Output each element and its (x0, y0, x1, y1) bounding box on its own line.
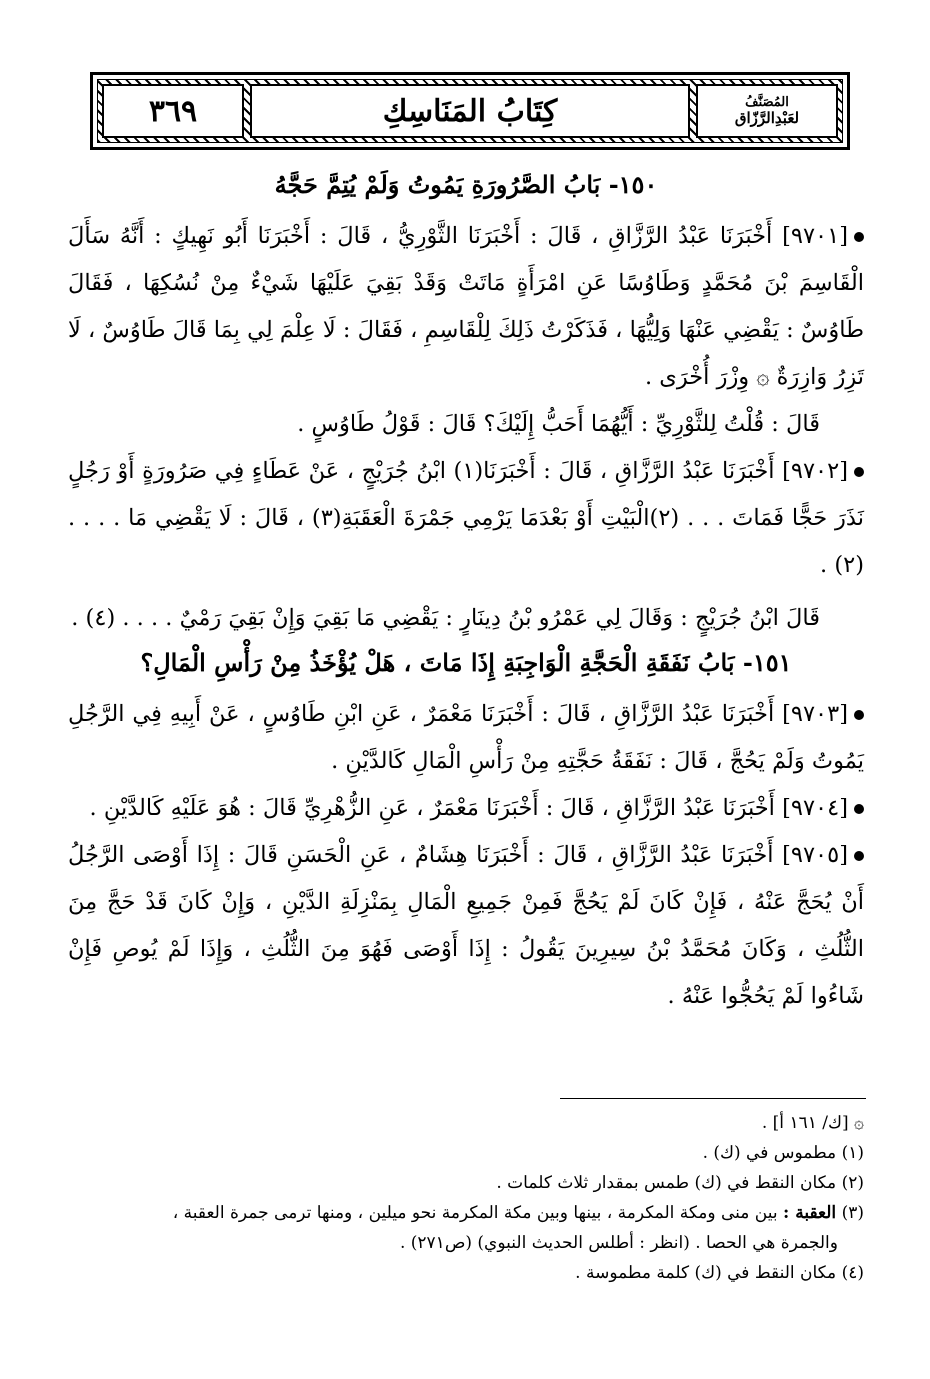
hadith-text: أَخْبَرَنَا عَبْدُ الرَّزَّاقِ ، قَالَ : أَخْبَرَنَا مَعْمَرٌ ، عَنِ ابْنِ طَاوُسٍ ، عَنْ أَبِيهِ فِي الرَّجُلِ يَمُوتُ وَلَمْ يَحُجَّ ، قَالَ : نَفَقَةُ حَجَّتِهِ مِنْ رَأْسِ الْمَالِ كَالدَّيْنِ . (68, 701, 864, 774)
footnote-text: [ك/ ١٦١ أ] . (761, 1113, 849, 1133)
footnote (68, 1258, 864, 1288)
logo-line-2: لعَبْدِالرَّزّاق (734, 108, 800, 127)
hadith-text: قَالَ ابْنُ جُرَيْجٍ : وَقَالَ لِي عَمْرُو بْنُ دِينَارٍ : يَقْضِي مَا بَقِيَ وَإِنْ بَقِيَ رَمْيٌ . . . . (٤) . (71, 605, 820, 631)
hadith-number: [٩٧٠٥] (782, 842, 849, 868)
hadith-text: أَخْبَرَنَا عَبْدُ الرَّزَّاقِ ، قَالَ : أَخْبَرَنَا مَعْمَرٌ ، عَنِ الزُّهْرِيِّ قَالَ : هُوَ عَلَيْهِ كَالدَّيْنِ . (89, 795, 775, 821)
book-logo (696, 84, 838, 138)
hadith-paragraph (68, 785, 864, 832)
page-number-box (102, 84, 244, 138)
hadith-paragraph (68, 595, 864, 642)
footnote-term: العقبة : (783, 1203, 837, 1223)
footnote-label: (٢) (841, 1173, 864, 1193)
footnote-text: مكان النقط في (ك) كلمة مطموسة . (575, 1263, 837, 1283)
hadith-paragraph (68, 213, 864, 401)
footnote-text: والجمرة هي الحصا . (انظر : أطلس الحديث النبوي) (ص٢٧١) . (399, 1233, 838, 1253)
hadith-paragraph (68, 832, 864, 1020)
hadith-paragraph (68, 691, 864, 785)
footnote-text: مطموس في (ك) . (702, 1143, 837, 1163)
hadith-text: قَالَ : قُلْتُ لِلثَّوْرِيِّ : أَيُّهُمَا أَحَبُّ إِلَيْكَ؟ قَالَ : قَوْلُ طَاوُسٍ . (297, 411, 820, 437)
hadith-text: أَخْبَرَنَا عَبْدُ الرَّزَّاقِ ، قَالَ : أَخْبَرَنَا(١) ابْنُ جُرَيْجٍ ، عَنْ عَطَاءٍ فِي صَرُورَةٍ أَوْ رَجُلٍ نَذَرَ حَجًّا فَمَاتَ . . . (٢)الْبَيْتِ أَوْ بَعْدَمَا يَرْمِي جَمْرَةَ الْعَقَبَةِ(٣) ، قَالَ : لَا يَقْضِي مَا . . . . (٢) . (68, 458, 864, 578)
footnote (68, 1138, 864, 1168)
footnote-text: بين منى ومكة المكرمة ، بينها وبين مكة المكرمة نحو ميلين ، ومنها ترمى جمرة العقبة ، (172, 1203, 778, 1223)
footnote-label: ۞ (854, 1113, 864, 1133)
footnote-continuation (68, 1228, 864, 1258)
bullet-icon (854, 232, 864, 242)
footnote-label: (١) (841, 1143, 864, 1163)
footnote-separator (560, 1098, 866, 1099)
footnote (68, 1198, 864, 1228)
hadith-paragraph (68, 401, 864, 448)
book-title: كِتَابُ المَنَاسِكِ (382, 93, 558, 129)
page-header (90, 72, 850, 150)
footnote (68, 1108, 864, 1138)
header-title-box (250, 84, 690, 138)
hadith-text: أَخْبَرَنَا عَبْدُ الرَّزَّاقِ ، قَالَ : أَخْبَرَنَا الثَّوْرِيُّ ، قَالَ : أَخْبَرَنَا أَبُو نَهِيكٍ : أَنَّهُ سَأَلَ الْقَاسِمَ بْنَ مُحَمَّدٍ وَطَاوُسًا عَنِ امْرَأَةٍ مَاتَتْ وَقَدْ بَقِيَ عَلَيْهَا شَيْءٌ مِنْ نُسُكِهَا ، فَقَالَ طَاوُسٌ : يَقْضِي عَنْهَا وَلِيُّهَا ، فَذَكَرْتُ ذَلِكَ لِلْقَاسِمِ ، فَقَالَ : لَا عِلْمَ لِي بِمَا قَالَ طَاوُسٌ ، لَا تَزِرُ وَازِرَةٌ ۞ وِزْرَ أُخْرَى . (68, 223, 864, 390)
chapter-heading: ١٥٠- بَابُ الصَّرُورَةِ يَمُوتُ وَلَمْ يُتِمَّ حَجَّهُ (274, 170, 658, 199)
main-text (68, 164, 864, 1020)
bullet-icon (854, 467, 864, 477)
hadith-number: [٩٧٠٢] (782, 458, 848, 484)
hadith-paragraph (68, 448, 864, 589)
hadith-number: [٩٧٠٤] (782, 795, 848, 821)
hadith-number: [٩٧٠١] (782, 223, 848, 249)
footnotes (68, 1108, 864, 1288)
bullet-icon (854, 804, 864, 814)
footnote-text: مكان النقط في (ك) طمس بمقدار ثلاث كلمات . (496, 1173, 837, 1193)
bullet-icon (854, 710, 864, 720)
logo-line-1: المُصَنَّفُ (745, 94, 789, 110)
footnote (68, 1168, 864, 1198)
hadith-text: أَخْبَرَنَا عَبْدُ الرَّزَّاقِ ، قَالَ : أَخْبَرَنَا هِشَامٌ ، عَنِ الْحَسَنِ قَالَ : إِذَا أَوْصَى الرَّجُلُ أَنْ يُحَجَّ عَنْهُ ، فَإِنْ كَانَ لَمْ يَحُجَّ فَمِنْ جَمِيعِ الْمَالِ بِمَنْزِلَةِ الدَّيْنِ ، وَإِنْ كَانَ قَدْ حَجَّ مِنَ الثُّلُثِ ، وَكَانَ مُحَمَّدُ بْنُ سِيرِينَ يَقُولُ : إِذَا أَوْصَى فَهُوَ مِنَ الثُّلُثِ ، وَإِذَا لَمْ يُوصِ فَإِنْ شَاءُوا لَمْ يَحُجُّوا عَنْهُ . (68, 842, 864, 1009)
bullet-icon (854, 851, 864, 861)
chapter-heading: ١٥١- بَابُ نَفَقَةِ الْحَجَّةِ الْوَاجِبَةِ إِذَا مَاتَ ، هَلْ يُؤْخَذُ مِنْ رَأْسِ الْمَالِ؟ (140, 648, 792, 677)
hadith-number: [٩٧٠٣] (782, 701, 849, 727)
page-number: ٣٦٩ (148, 93, 198, 129)
footnote-label: (٣) (841, 1203, 864, 1223)
footnote-label: (٤) (841, 1263, 864, 1283)
